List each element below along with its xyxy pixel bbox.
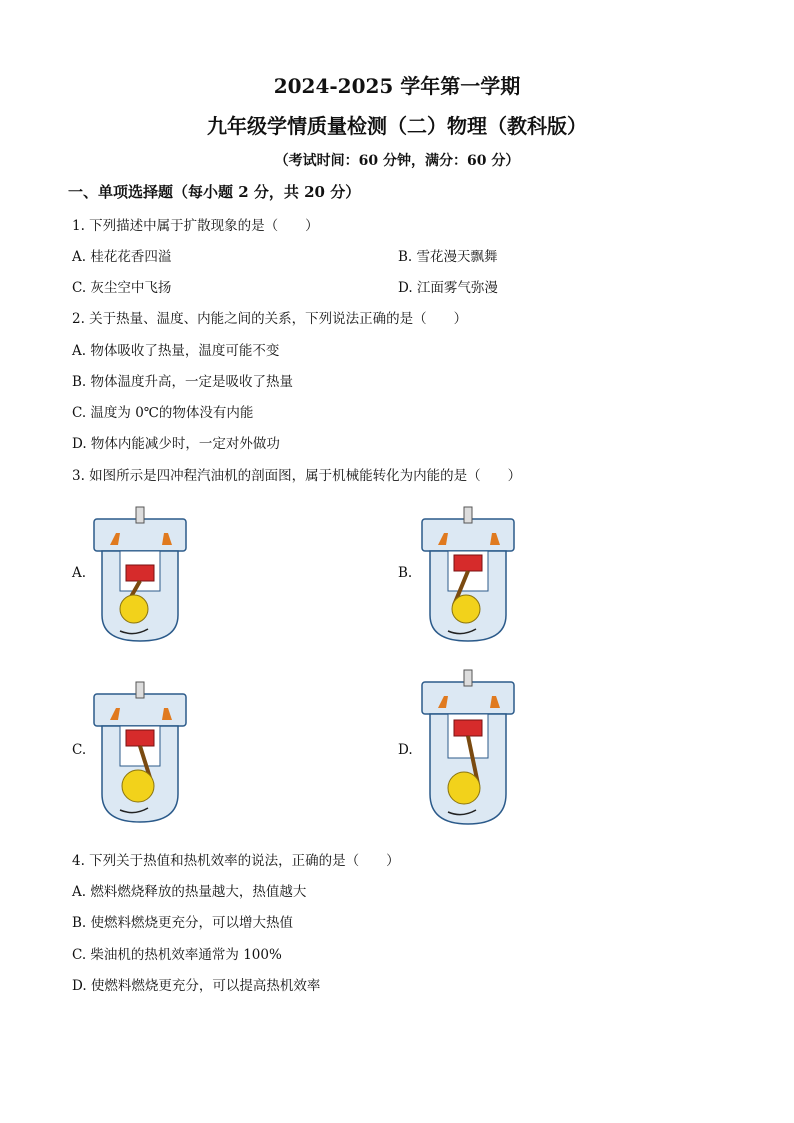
exam-info: （考试时间：60 分钟，满分：60 分） [274,153,520,169]
q3-option-d: D. [398,742,413,758]
q1-stem: 1. 下列描述中属于扩散现象的是（ ） [72,218,319,234]
q1-option-d: D. 江面雾气弥漫 [398,280,498,296]
q2-option-a: A. 物体吸收了热量，温度可能不变 [72,343,280,359]
q4-option-a: A. 燃料燃烧释放的热量越大，热值越大 [72,884,307,900]
engine-head [422,682,514,714]
engine-figure-d [418,668,518,828]
q2-option-d: D. 物体内能减少时，一定对外做功 [72,436,280,452]
spark-plug-icon [136,682,144,698]
q2-option-c: C. 温度为 0℃的物体没有内能 [72,405,254,421]
q1-option-a: A. 桂花花香四溢 [72,249,172,265]
engine-head [94,519,186,551]
spark-plug-icon [136,507,144,523]
q3-option-c: C. [72,742,87,758]
q2-option-b: B. 物体温度升高，一定是吸收了热量 [72,374,294,390]
engine-head [94,694,186,726]
q4-stem: 4. 下列关于热值和热机效率的说法，正确的是（ ） [72,853,400,869]
crankshaft [120,595,148,623]
piston [126,730,154,746]
title-year: 2024-2025 学年第一学期 [273,74,521,98]
q3-option-a: A. [72,565,87,581]
q2-stem: 2. 关于热量、温度、内能之间的关系，下列说法正确的是（ ） [72,311,468,327]
engine-figure-c [90,680,190,825]
spark-plug-icon [464,507,472,523]
q4-option-d: D. 使燃料燃烧更充分，可以提高热机效率 [72,978,321,994]
crankshaft [452,595,480,623]
q4-option-c: C. 柴油机的热机效率通常为 100% [72,947,282,963]
piston [454,555,482,571]
section-heading: 一、单项选择题（每小题 2 分，共 20 分） [68,183,361,201]
title-exam: 九年级学情质量检测（二）物理（教科版） [207,114,587,138]
engine-head [422,519,514,551]
piston [454,720,482,736]
engine-figure-b [418,505,518,645]
engine-figure-a [90,505,190,645]
q3-option-b: B. [398,565,413,581]
q3-stem: 3. 如图所示是四冲程汽油机的剖面图，属于机械能转化为内能的是（ ） [72,468,522,484]
crankshaft [122,770,154,802]
q4-option-b: B. 使燃料燃烧更充分，可以增大热值 [72,915,294,931]
spark-plug-icon [464,670,472,686]
q1-option-c: C. 灰尘空中飞扬 [72,280,172,296]
crankshaft [448,772,480,804]
q1-option-b: B. 雪花漫天飘舞 [398,249,498,265]
piston [126,565,154,581]
